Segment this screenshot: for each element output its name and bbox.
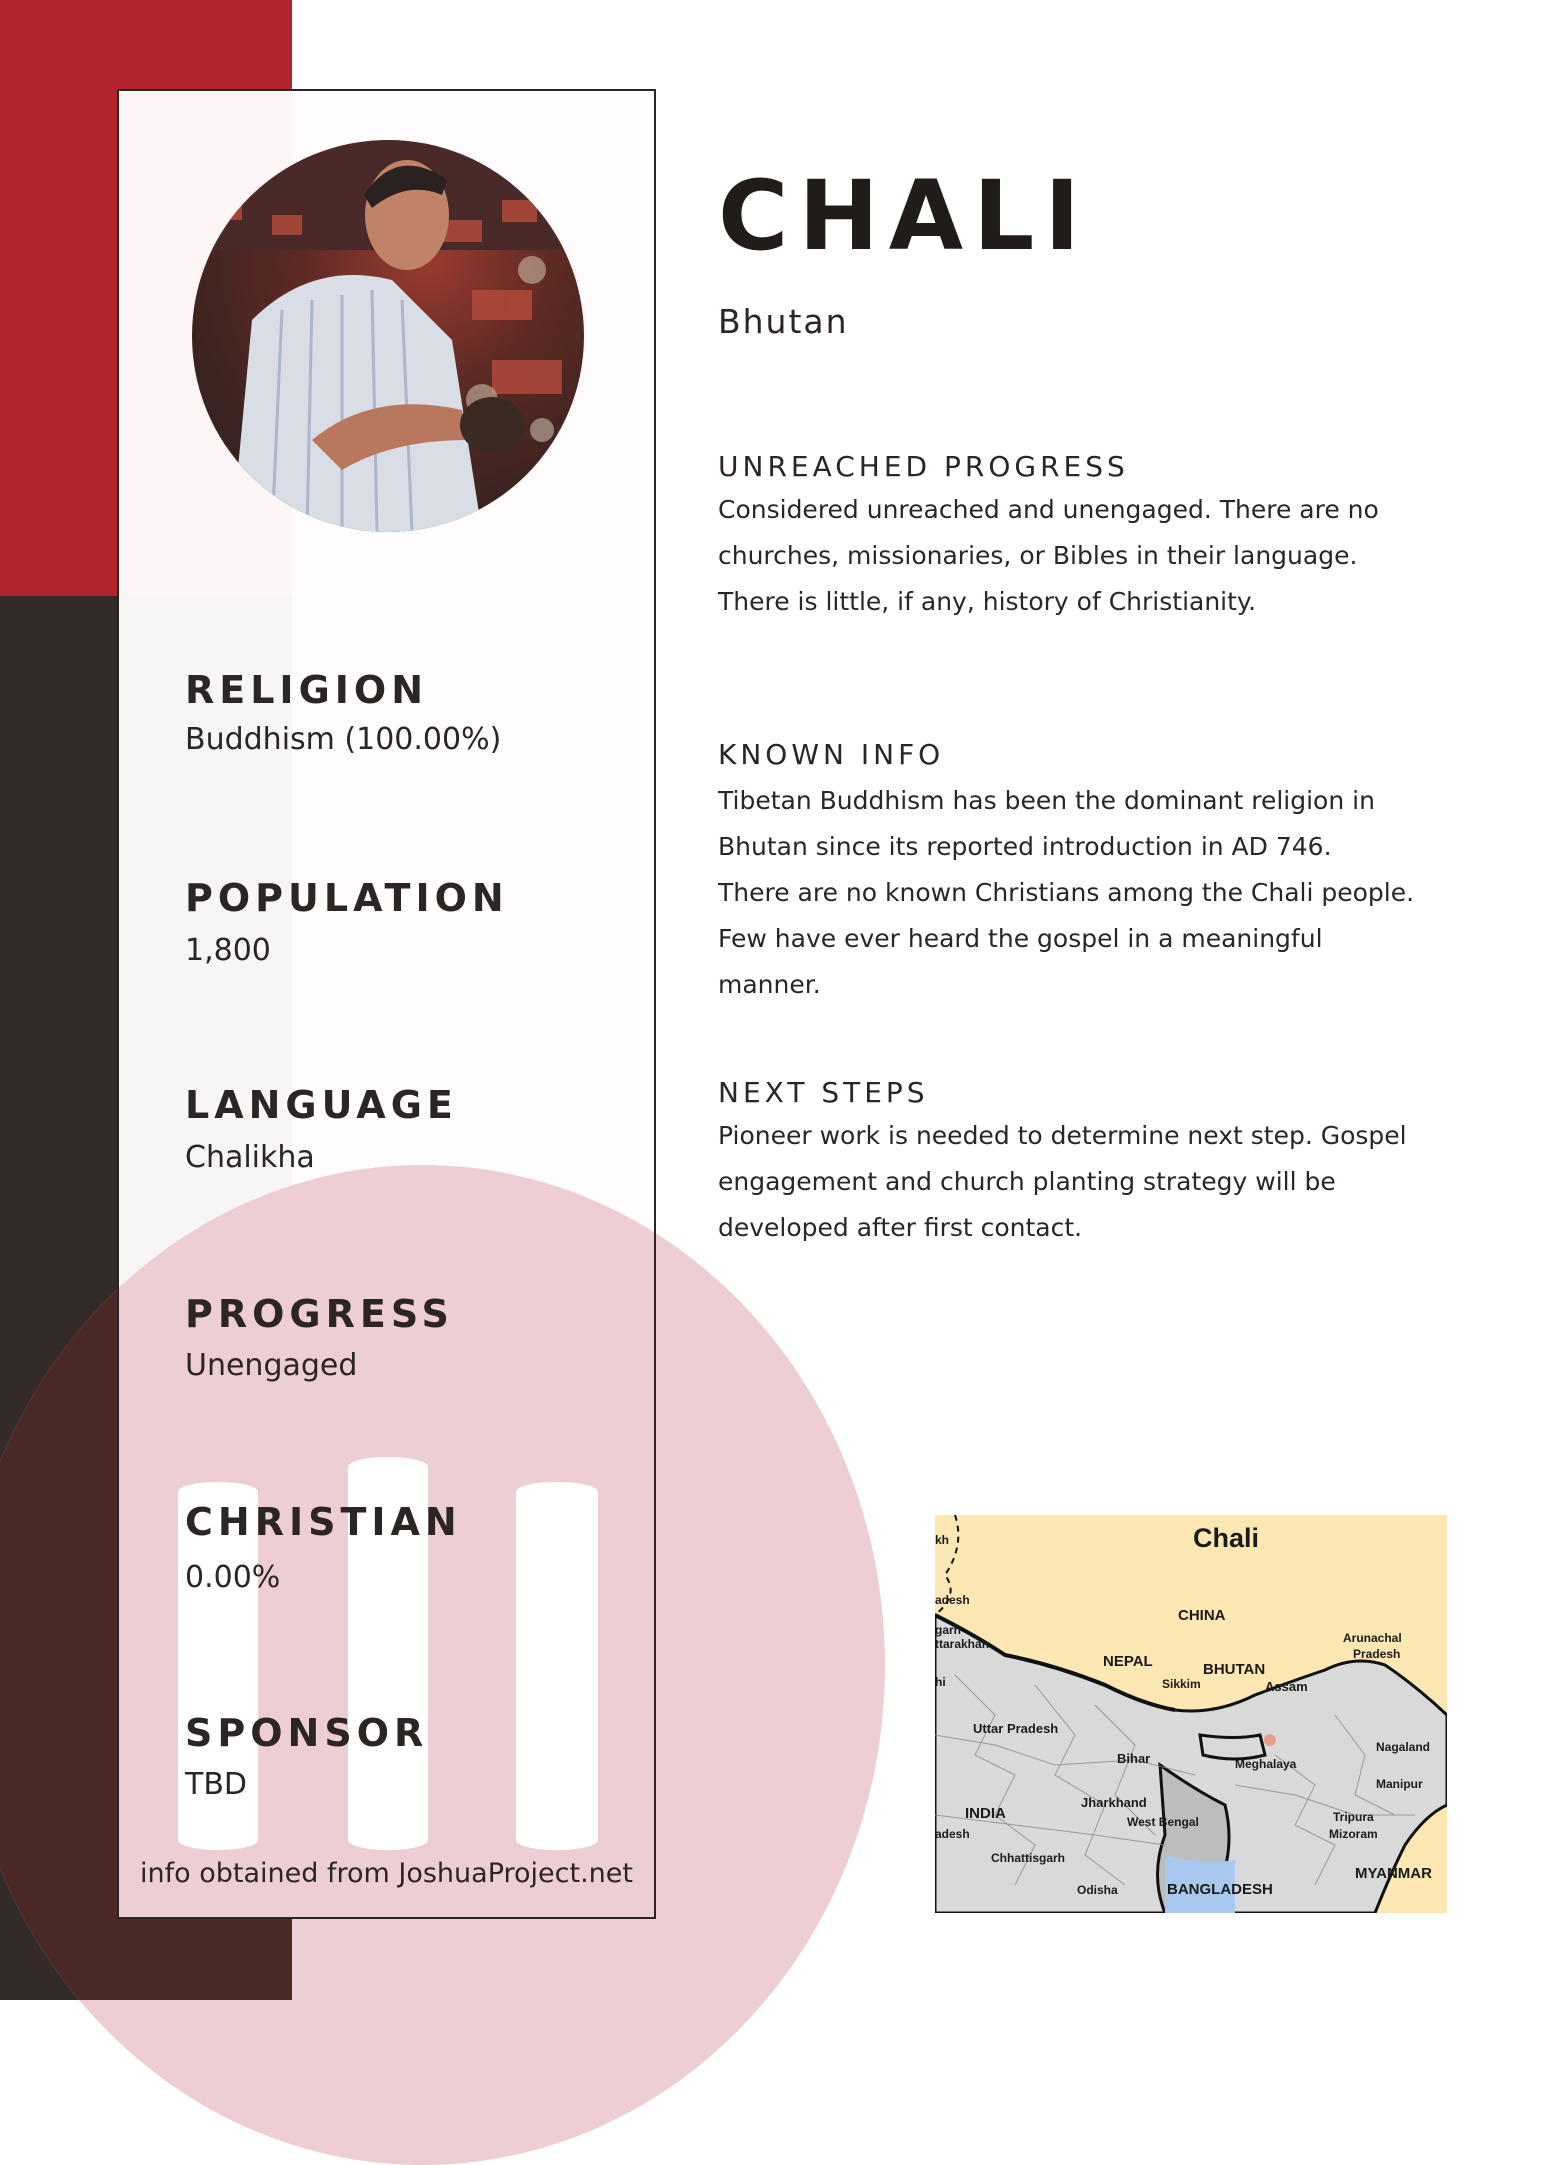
map-label-west-bengal: West Bengal xyxy=(1127,1815,1199,1829)
map-label-odisha: Odisha xyxy=(1077,1883,1118,1897)
map-label-edge: adesh xyxy=(935,1827,970,1841)
map-label-bhutan: BHUTAN xyxy=(1203,1661,1266,1678)
map-label-sikkim: Sikkim xyxy=(1162,1677,1201,1691)
body-line: Pioneer work is needed to determine next step. Gospel xyxy=(718,1121,1407,1150)
portrait-illustration xyxy=(192,140,584,532)
next-steps-heading: NEXT STEPS xyxy=(718,1076,929,1109)
body-line: developed after first contact. xyxy=(718,1213,1083,1242)
decorative-pill xyxy=(516,1482,598,1850)
map-label-assam: Assam xyxy=(1265,1679,1308,1694)
sponsor-value: TBD xyxy=(185,1767,248,1802)
map-label-edge: adesh xyxy=(935,1593,970,1607)
map-label-mizoram: Mizoram xyxy=(1329,1827,1378,1841)
known-info-heading: KNOWN INFO xyxy=(718,738,945,771)
map-label-manipur: Manipur xyxy=(1376,1777,1423,1791)
map-label-uttar-pradesh: Uttar Pradesh xyxy=(973,1721,1059,1736)
map-label-nepal: NEPAL xyxy=(1103,1653,1153,1670)
unreached-heading: UNREACHED PROGRESS xyxy=(718,450,1129,483)
map-label-edge: garh xyxy=(935,1623,962,1637)
map-label-bangladesh: BANGLADESH xyxy=(1167,1881,1273,1898)
portrait-photo xyxy=(192,140,584,532)
christian-value: 0.00% xyxy=(185,1560,281,1595)
religion-label: RELIGION xyxy=(185,668,429,712)
body-line: churches, missionaries, or Bibles in their language. xyxy=(718,541,1358,570)
next-steps-body xyxy=(718,1113,1438,1251)
map-label-bihar: Bihar xyxy=(1117,1751,1151,1766)
progress-label: PROGRESS xyxy=(185,1292,454,1336)
source-credit: info obtained from JoshuaProject.net xyxy=(140,1858,633,1889)
map-label-arunachal-2: Pradesh xyxy=(1353,1647,1401,1661)
known-info-body xyxy=(718,778,1438,1008)
christian-label: CHRISTIAN xyxy=(185,1500,462,1544)
body-line: manner. xyxy=(718,970,821,999)
map-label-edge: kh xyxy=(935,1533,950,1547)
map-label-india: INDIA xyxy=(965,1805,1006,1822)
location-map xyxy=(935,1515,1447,1913)
population-label: POPULATION xyxy=(185,876,509,920)
body-line: Bhutan since its reported introduction in AD 746. xyxy=(718,832,1332,861)
map-label-jharkhand: Jharkhand xyxy=(1081,1795,1147,1810)
body-line: engagement and church planting strategy will be xyxy=(718,1167,1336,1196)
map-label-myanmar: MYANMAR xyxy=(1355,1865,1432,1882)
country-subtitle: Bhutan xyxy=(718,302,849,341)
map-label-edge: ttarakhan xyxy=(935,1637,990,1651)
map-label-china: CHINA xyxy=(1178,1607,1226,1624)
map-label-meghalaya: Meghalaya xyxy=(1235,1757,1297,1771)
progress-value: Unengaged xyxy=(185,1348,358,1383)
body-line: Considered unreached and unengaged. There are no xyxy=(718,495,1379,524)
map-label-chhattisgarh: Chhattisgarh xyxy=(991,1851,1066,1865)
language-value: Chalikha xyxy=(185,1140,315,1175)
map-label-edge: hi xyxy=(935,1675,946,1689)
sponsor-label: SPONSOR xyxy=(185,1711,429,1755)
unreached-body xyxy=(718,487,1438,625)
population-value: 1,800 xyxy=(185,933,271,968)
map-label-arunachal: Arunachal xyxy=(1343,1631,1402,1645)
body-line: Few have ever heard the gospel in a meaningful xyxy=(718,924,1323,953)
map-label-tripura: Tripura xyxy=(1333,1810,1374,1824)
map-title: Chali xyxy=(1193,1523,1260,1553)
page-title: CHALI xyxy=(718,160,1090,272)
body-line: There is little, if any, history of Christianity. xyxy=(718,587,1257,616)
body-line: Tibetan Buddhism has been the dominant religion in xyxy=(718,786,1375,815)
language-label: LANGUAGE xyxy=(185,1083,458,1127)
body-line: There are no known Christians among the Chali people. xyxy=(718,878,1415,907)
religion-value: Buddhism (100.00%) xyxy=(185,722,502,757)
map-label-nagaland: Nagaland xyxy=(1376,1740,1431,1754)
